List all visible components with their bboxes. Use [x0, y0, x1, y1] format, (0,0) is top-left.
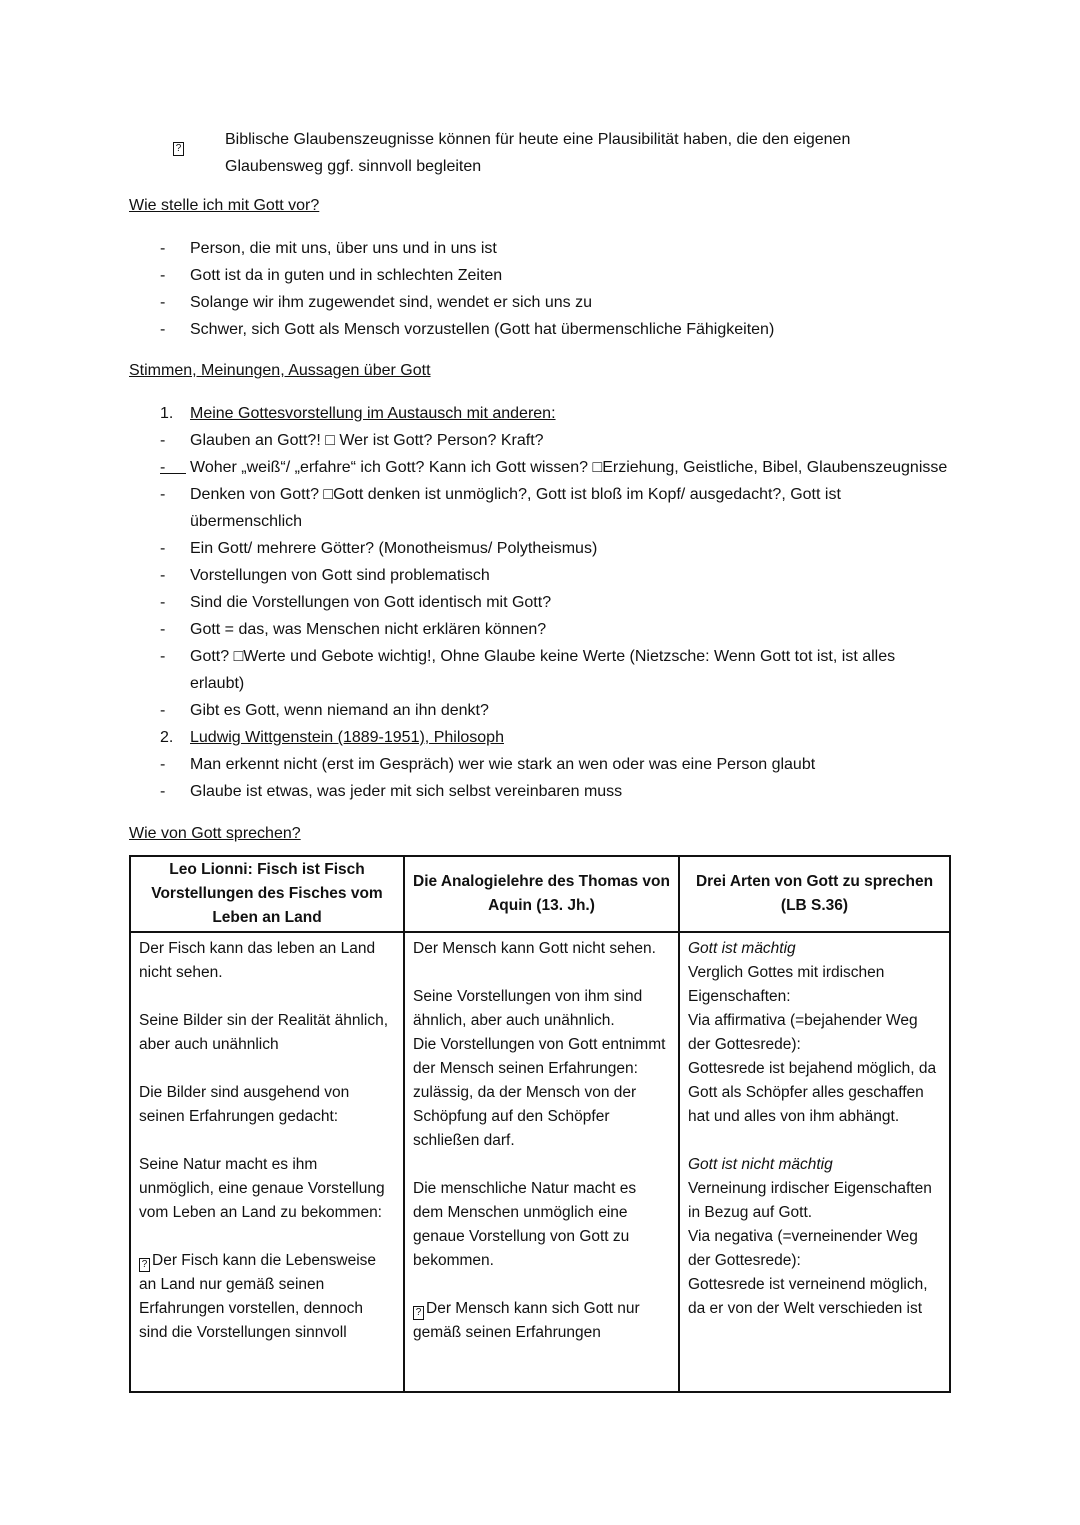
list-item [160, 235, 950, 262]
heading-stimmen-meinungen-aussagen-ueber-gott: Stimmen, Meinungen, Aussagen über Gott [129, 362, 431, 379]
list-item [160, 616, 950, 643]
list-item [160, 481, 950, 535]
paragraph: Seine Vorstellungen von ihm sind ähnlich, aber auch unähnlich. [413, 988, 643, 1029]
paragraph: Gottesrede ist bejahend möglich, da Gott als Schöpfer alles geschaffen hat und alles von ihm abhängt. [688, 1060, 937, 1125]
list-item [160, 751, 950, 778]
intro-bullet-item [173, 126, 950, 180]
dash-marker: - [160, 702, 166, 719]
list-item-text: Man erkennt nicht (erst im Gespräch) wer wie stark an wen oder was eine Person glaubt [190, 756, 816, 773]
number-marker: 2. [160, 729, 174, 746]
dash-marker: - [160, 648, 166, 665]
paragraph [413, 1297, 668, 1345]
table-header-line: Vorstellungen des Fisches vom Leben an Land [151, 885, 383, 926]
tofu-box-icon: ? [413, 1306, 424, 1320]
comparison-table [129, 855, 951, 1393]
table-header-drei-arten: Drei Arten von Gott zu sprechen (LB S.36) [679, 856, 950, 932]
list-item-text: Ein Gott/ mehrere Götter? (Monotheismus/ Polytheismus) [190, 540, 598, 557]
table-header-analogielehre: Die Analogielehre des Thomas von Aquin (13. Jh.) [404, 856, 679, 932]
section1-list [160, 235, 950, 343]
paragraph: Verneinung irdischer Eigenschaften in Bezug auf Gott. [688, 1180, 932, 1221]
list-item-text: Gott? □Werte und Gebote wichtig!, Ohne Glaube keine Werte (Nietzsche: Wenn Gott tot ist, ist alles erlaubt) [190, 648, 896, 692]
list-item-text: Solange wir ihm zugewendet sind, wendet er sich uns zu [190, 294, 592, 311]
paragraph [139, 1249, 393, 1345]
paragraph: Seine Bilder sin der Realität ähnlich, aber auch unähnlich [139, 1012, 388, 1053]
paragraph: Gottesrede ist verneinend möglich, da er von der Welt verschieden ist [688, 1276, 928, 1317]
dash-marker: - [160, 540, 166, 557]
intro-bullet-text: Biblische Glaubenszeugnisse können für heute eine Plausibilität haben, die den eigenen Glaubensweg ggf. sinnvoll begleiten [225, 131, 851, 175]
tofu-box-icon: ? [139, 1258, 150, 1272]
list-item [160, 316, 950, 343]
paragraph: Die Vorstellungen von Gott entnimmt der Mensch seinen Erfahrungen: zulässig, da der Mensch von der Schöpfung auf den Schöpfer schließen darf. [413, 1036, 666, 1149]
list-item [160, 589, 950, 616]
dash-marker: - [160, 486, 166, 503]
heading-wie-von-gott-sprechen: Wie von Gott sprechen? [129, 825, 301, 842]
dash-marker: - [160, 783, 166, 800]
heading-wie-stelle-ich-mit-gott-vor: Wie stelle ich mit Gott vor? [129, 197, 320, 214]
paragraph: Die Bilder sind ausgehend von seinen Erfahrungen gedacht: [139, 1084, 350, 1125]
dash-marker: - [160, 267, 166, 284]
paragraph: Der Mensch kann Gott nicht sehen. [413, 940, 656, 957]
paragraph: Via negativa (=verneinender Weg der Gottesrede): [688, 1228, 918, 1269]
list-item-text: Glauben an Gott?! □ Wer ist Gott? Person? Kraft? [190, 432, 544, 449]
dash-marker: - [160, 756, 166, 773]
list-item-text: Vorstellungen von Gott sind problematisch [190, 567, 490, 584]
table-cell-mensch [404, 932, 679, 1392]
dash-marker: - [160, 621, 166, 638]
dash-marker: - [160, 294, 166, 311]
dash-marker: - [160, 240, 166, 257]
list-item-text: Person, die mit uns, über uns und in uns ist [190, 240, 497, 257]
list-item [160, 562, 950, 589]
list-item [160, 262, 950, 289]
table-cell-drei-arten [679, 932, 950, 1392]
paragraph-italic: Gott ist nicht mächtig [688, 1156, 833, 1173]
tofu-box-icon: ? [173, 142, 184, 156]
paragraph: Via affirmativa (=bejahender Weg der Gottesrede): [688, 1012, 918, 1053]
list-item [160, 289, 950, 316]
list-item [160, 697, 950, 724]
table-header-leo-lionni [130, 856, 404, 932]
paragraph: Seine Natur macht es ihm unmöglich, eine genaue Vorstellung vom Leben an Land zu bekommen: [139, 1156, 385, 1221]
list-item-text: Sind die Vorstellungen von Gott identisch mit Gott? [190, 594, 552, 611]
list-item [160, 778, 950, 805]
list-item-text: Denken von Gott? □Gott denken ist unmöglich?, Gott ist bloß im Kopf/ ausgedacht?, Gott ist übermenschlich [190, 486, 841, 530]
section2-list [160, 400, 950, 805]
list-item-text: Meine Gottesvorstellung im Austausch mit anderen: [190, 405, 556, 422]
list-item-text: Woher „weiß“/ „erfahre“ ich Gott? Kann ich Gott wissen? □Erziehung, Geistliche, Bibel, Glaubenszeugnisse [190, 459, 948, 476]
number-marker: 1. [160, 405, 174, 422]
dash-marker: - [160, 567, 166, 584]
list-item-text: Glaube ist etwas, was jeder mit sich selbst vereinbaren muss [190, 783, 623, 800]
list-item [160, 454, 950, 481]
paragraph: Verglich Gottes mit irdischen Eigenschaften: [688, 964, 885, 1005]
table-header-line: Leo Lionni: Fisch ist Fisch [169, 861, 365, 878]
list-item-text: Ludwig Wittgenstein (1889-1951), Philosoph [190, 729, 504, 746]
table-cell-fisch [130, 932, 404, 1392]
dash-marker: - [160, 594, 166, 611]
table-body-row [130, 932, 950, 1392]
list-item-text: Gott ist da in guten und in schlechten Zeiten [190, 267, 503, 284]
paragraph: Die menschliche Natur macht es dem Menschen unmöglich eine genaue Vorstellung von Gott zu bekommen. [413, 1180, 637, 1269]
table-header-row [130, 856, 950, 932]
list-item-text: Schwer, sich Gott als Mensch vorzustellen (Gott hat übermenschliche Fähigkeiten) [190, 321, 775, 338]
dash-marker: - [160, 432, 166, 449]
intro-bullet-marker [173, 126, 225, 180]
list-item [160, 643, 950, 697]
paragraph-text: Der Fisch kann die Lebensweise an Land nur gemäß seinen Erfahrungen vorstellen, dennoch sind die Vorstellungen sinnvoll [139, 1252, 377, 1341]
list-item-text: Gott = das, was Menschen nicht erklären können? [190, 621, 547, 638]
dash-marker: - [160, 321, 166, 338]
list-item [160, 400, 950, 427]
list-item [160, 535, 950, 562]
list-item [160, 427, 950, 454]
list-item-text: Gibt es Gott, wenn niemand an ihn denkt? [190, 702, 489, 719]
paragraph-text: Der Mensch kann sich Gott nur gemäß seinen Erfahrungen [413, 1300, 640, 1341]
dash-marker-underlined: - [160, 454, 190, 481]
paragraph-italic: Gott ist mächtig [688, 940, 796, 957]
paragraph: Der Fisch kann das leben an Land nicht sehen. [139, 940, 376, 981]
list-item [160, 724, 950, 751]
